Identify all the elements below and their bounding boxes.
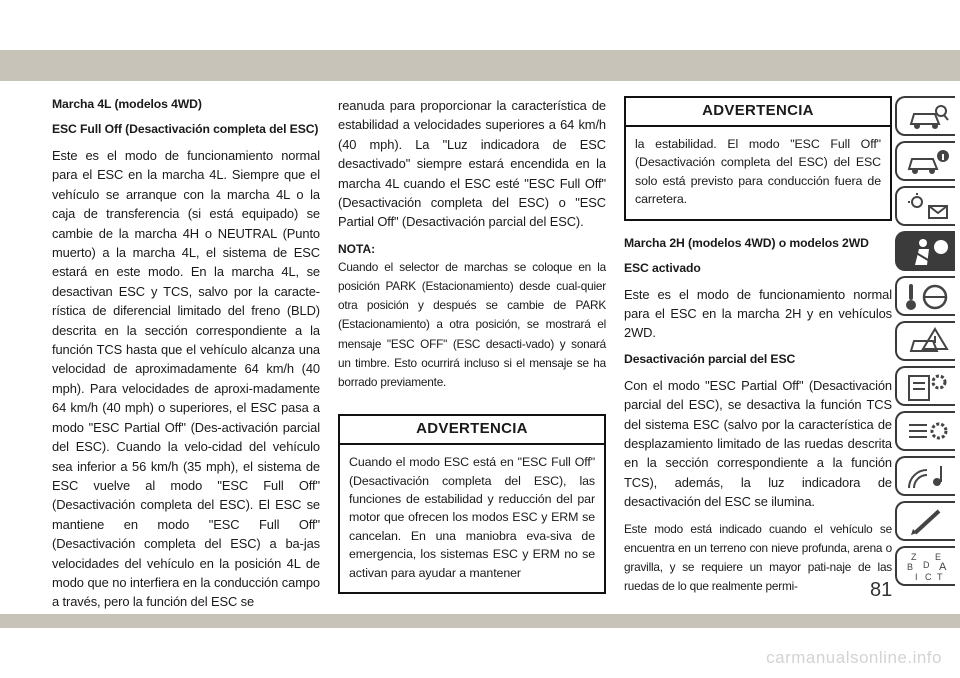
warning-text: la estabilidad. El modo "ESC Full Off" (Desactivación completa del ESC) del ESC solo está previsto para conducción fuera de carretera. xyxy=(635,137,881,207)
column-right xyxy=(624,96,892,597)
warning-box-continued xyxy=(624,96,892,221)
index-letter: D xyxy=(923,560,930,570)
note-text: Cuando el selector de marchas se coloque en la posición PARK (Estacionamiento) desde cual-quier otra posición y después se cambie de PARK (Estacionamiento) a otra posición, se mostrará el mensaje "ESC OFF" (ESC desacti-vado) y sonará un timbre. Esto ocurrirá incluso si el mensaje se ha borrado previamente. xyxy=(338,259,606,390)
paragraph-mode-use: Este modo está indicado cuando el vehículo se encuentra en un terreno con nieve profunda, arena o gravilla, y se requiere un mayor pati-naje de las ruedas de lo que realmente permi- xyxy=(624,521,892,594)
specifications-gear-icon xyxy=(905,417,951,447)
tab-servicing[interactable] xyxy=(895,366,955,406)
index-letter: Z xyxy=(911,552,917,562)
steering-key-icon xyxy=(905,282,951,312)
tab-customer-assistance[interactable] xyxy=(895,501,955,541)
index-letter: I xyxy=(915,572,918,582)
tab-instrument-panel[interactable] xyxy=(895,186,955,226)
warning-lights-icon xyxy=(905,192,951,222)
car-search-icon xyxy=(905,102,951,132)
watermark: carmanualsonline.info xyxy=(766,648,942,667)
heading-2h: Marcha 2H (modelos 4WD) o modelos 2WD xyxy=(624,235,869,250)
footer-band xyxy=(0,614,960,628)
paragraph-esc-on: Este es el modo de funcionamiento normal para el ESC en la marcha 2H y en vehículos 2WD. xyxy=(624,286,892,341)
index-letter: C xyxy=(925,572,932,582)
seatbelt-airbag-icon xyxy=(905,237,951,267)
note-heading: NOTA: xyxy=(338,241,376,256)
warning-text: Cuando el modo ESC está en "ESC Full Off" (Desactivación completa del ESC), las funciones de estabilidad y reducción del par motor que ofrecen los modos ESC y ERM se cancelan. En una maniobra eva-siva de emergencia, los sistemas ESC y ERM no se activan para ayudar a mantener xyxy=(349,455,595,580)
index-letters-icon xyxy=(905,550,951,584)
heading-esc-on: ESC activado xyxy=(624,260,701,275)
index-letter: T xyxy=(937,572,943,582)
paragraph-4l: Este es el modo de funcionamiento normal para el ESC en la marcha 4L. Siempre que el vehículo se arranque con la marcha 4L o la caja de transferencia (si está equipado) se cambie de la marcha 4H o NEUTRAL (Punto muerto) a la marcha 4L, el sistema de ESC estará en este modo. En la marcha 4L, se desactivan ESC y TCS, salvo por la caracte-rística de diferencial limitado del freno (BLD) descrita en la sección correspondiente a la función TCS hasta que el vehículo alcanza una velocidad de aproximadamente 64 km/h (40 mph). Para velocidades de aproxi-madamente 64 km/h (40 mph) o superiores, el ESC pasa a modo "ESC Partial Off" (Des-activación parcial del ESC). Cuando la velo-cidad del vehículo sea inferior a 56 km/h (35 mph), el sistema de ESC vuelve al modo "ESC Full Off" (Desactivación completa del ESC). El ESC se mantiene en modo "ESC Full Off" (Desactivación completa del ESC) a ba-jas velocidades del vehículo en la posición 4L de modo que no interfiera en la conducción campo a través, pero la función del ESC se xyxy=(52,148,320,610)
car-hazard-icon xyxy=(905,327,951,357)
page-number: 81 xyxy=(870,579,893,601)
tab-index[interactable] xyxy=(895,546,955,586)
tab-safety[interactable] xyxy=(895,231,955,271)
warning-title: ADVERTENCIA xyxy=(626,96,890,127)
heading-esc-full-off: ESC Full Off (Desactivación completa del ESC) xyxy=(52,122,319,136)
tab-starting-operating[interactable] xyxy=(895,276,955,316)
warning-box xyxy=(338,414,606,594)
paragraph-esc-partial: Con el modo "ESC Partial Off" (Desactivación parcial del ESC), se desactiva la función TCS del sistema ESC (salvo por la característica de desplazamiento limitado de las ruedas descrita en la sección correspondiente a la función TCS), además, la luz indicadora de desactivación del ESC se ilumina. xyxy=(624,377,892,510)
paragraph-continued: reanuda para proporcionar la característica de estabilidad a velocidades superiores a 64 km/h (40 mph). La "Luz indicadora de ESC desactivado" siempre estará encendida en la marcha 4L cuando el ESC esté "ESC Full Off" (Desactivación completa del ESC) o "ESC Partial Off" (Desactivación parcial del ESC). xyxy=(338,98,606,230)
tab-getting-to-know[interactable] xyxy=(895,96,955,136)
tab-emergency[interactable] xyxy=(895,321,955,361)
index-letter: B xyxy=(907,562,914,572)
car-info-icon xyxy=(905,147,951,177)
heading-4l: Marcha 4L (modelos 4WD) xyxy=(52,97,202,111)
index-letter: E xyxy=(935,552,942,562)
tab-vehicle-info[interactable] xyxy=(895,141,955,181)
maintenance-gear-icon xyxy=(905,372,951,402)
tab-multimedia[interactable] xyxy=(895,456,955,496)
heading-esc-partial: Desactivación parcial del ESC xyxy=(624,351,796,366)
warning-title: ADVERTENCIA xyxy=(340,416,604,445)
pencil-icon xyxy=(905,507,951,537)
column-left xyxy=(52,96,320,620)
column-middle xyxy=(338,96,606,604)
tab-specifications[interactable] xyxy=(895,411,955,451)
index-letter: A xyxy=(939,561,947,573)
chapter-tabs xyxy=(895,96,960,591)
header-band xyxy=(0,50,960,81)
multimedia-icon xyxy=(905,462,951,492)
